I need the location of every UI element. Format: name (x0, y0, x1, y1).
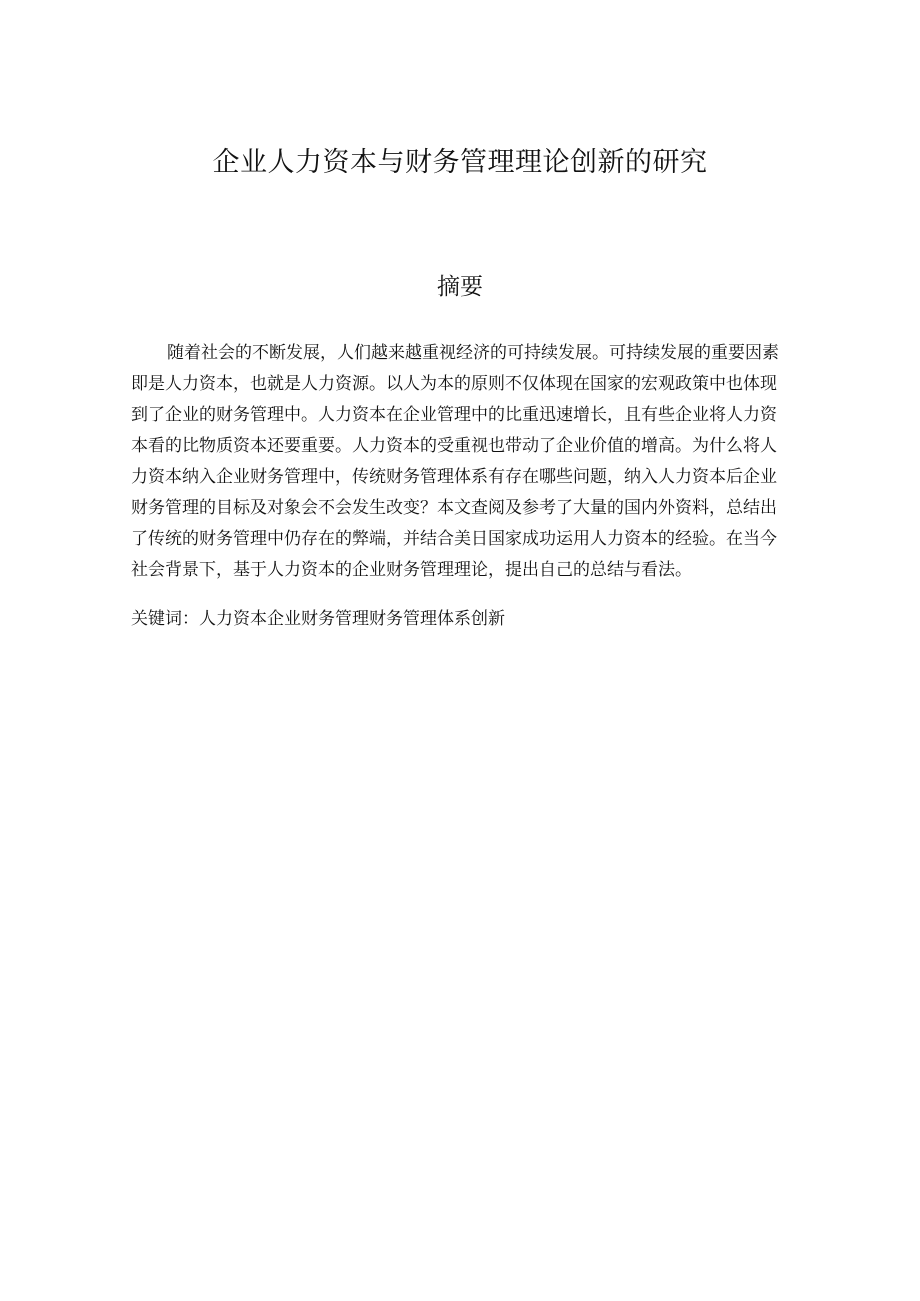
abstract-line: 社会背景下，基于人力资本的企业财务管理理论，提出自己的总结与看法。 (131, 560, 692, 580)
abstract-line: 即是人力资本，也就是人力资源。以人为本的原则不仅体现在国家的宏观政策中也体现 (131, 374, 777, 394)
abstract-line: 随着社会的不断发展，人们越来越重视经济的可持续发展。可持续发展的重要因素 (167, 343, 779, 363)
abstract-line: 了传统的财务管理中仍存在的弊端，并结合美日国家成功运用人力资本的经验。在当今 (131, 529, 777, 549)
document-title: 企业人力资本与财务管理理论创新的研究 (212, 147, 708, 178)
abstract-heading: 摘要 (437, 274, 483, 300)
abstract-line: 到了企业的财务管理中。人力资本在企业管理中的比重迅速增长，且有些企业将人力资 (131, 405, 777, 425)
abstract-line: 力资本纳入企业财务管理中，传统财务管理体系有存在哪些问题，纳入人力资本后企业 (131, 467, 777, 487)
abstract-line: 本看的比物质资本还要重要。人力资本的受重视也带动了企业价值的增高。为什么将人 (131, 436, 777, 456)
abstract-line: 财务管理的目标及对象会不会发生改变？本文查阅及参考了大量的国内外资料，总结出 (131, 498, 777, 518)
abstract-paragraph (131, 338, 788, 586)
keywords-line: 关键词：人力资本企业财务管理财务管理体系创新 (131, 609, 505, 629)
